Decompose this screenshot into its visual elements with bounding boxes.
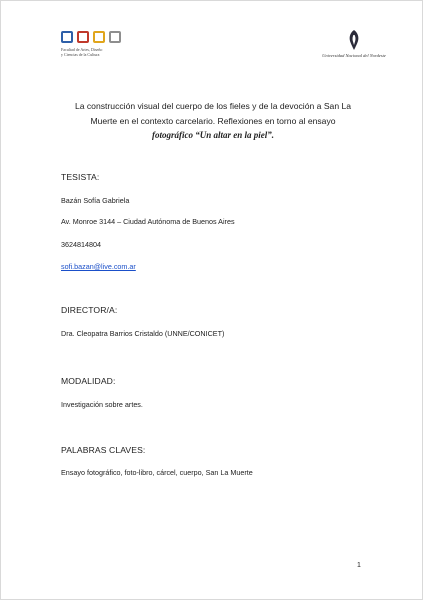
directora-name: Dra. Cleopatra Barrios Cristaldo (UNNE/CONICET)	[61, 329, 225, 338]
tesista-email-link[interactable]: sofi.bazan@live.com.ar	[61, 262, 136, 271]
logo-square-blue	[61, 31, 73, 43]
tesista-name: Bazán Sofía Gabriela	[61, 196, 130, 205]
modalidad-value: Investigación sobre artes.	[61, 400, 143, 409]
directora-heading: DIRECTOR/A:	[61, 305, 118, 315]
palabras-claves-value: Ensayo fotográfico, foto-libro, cárcel, cuerpo, San La Muerte	[61, 468, 253, 477]
university-logo	[307, 29, 401, 58]
university-logo-text: Universidad Nacional del Nordeste	[322, 53, 386, 58]
logo-square-red	[77, 31, 89, 43]
title-line2: Muerte en el contexto carcelario. Reflexiones en torno al ensayo	[90, 115, 336, 126]
tesista-phone: 3624814804	[61, 240, 101, 249]
title-line1: La construcción visual del cuerpo de los fieles y de la devoción a San La	[74, 101, 352, 111]
faculty-logo-text-line2: y Ciencias de la Cultura	[61, 52, 100, 57]
faculty-logo	[61, 31, 131, 57]
page-number: 1	[357, 562, 361, 569]
modalidad-heading: MODALIDAD:	[61, 376, 116, 386]
logo-square-gray	[109, 31, 121, 43]
title-line3: fotográfico “Un altar en la piel”.	[152, 130, 274, 140]
university-seal-icon	[345, 29, 363, 51]
faculty-logo-text-line1: Facultad de Artes, Diseño	[61, 47, 103, 52]
faculty-logo-squares	[61, 31, 131, 43]
tesista-address: Av. Monroe 3144 – Ciudad Autónoma de Buenos Aires	[61, 217, 235, 226]
document-title	[61, 99, 365, 143]
logo-square-yellow	[93, 31, 105, 43]
palabras-claves-heading: PALABRAS CLAVES:	[61, 445, 146, 455]
faculty-logo-text	[61, 47, 131, 57]
tesista-heading: TESISTA:	[61, 172, 100, 182]
